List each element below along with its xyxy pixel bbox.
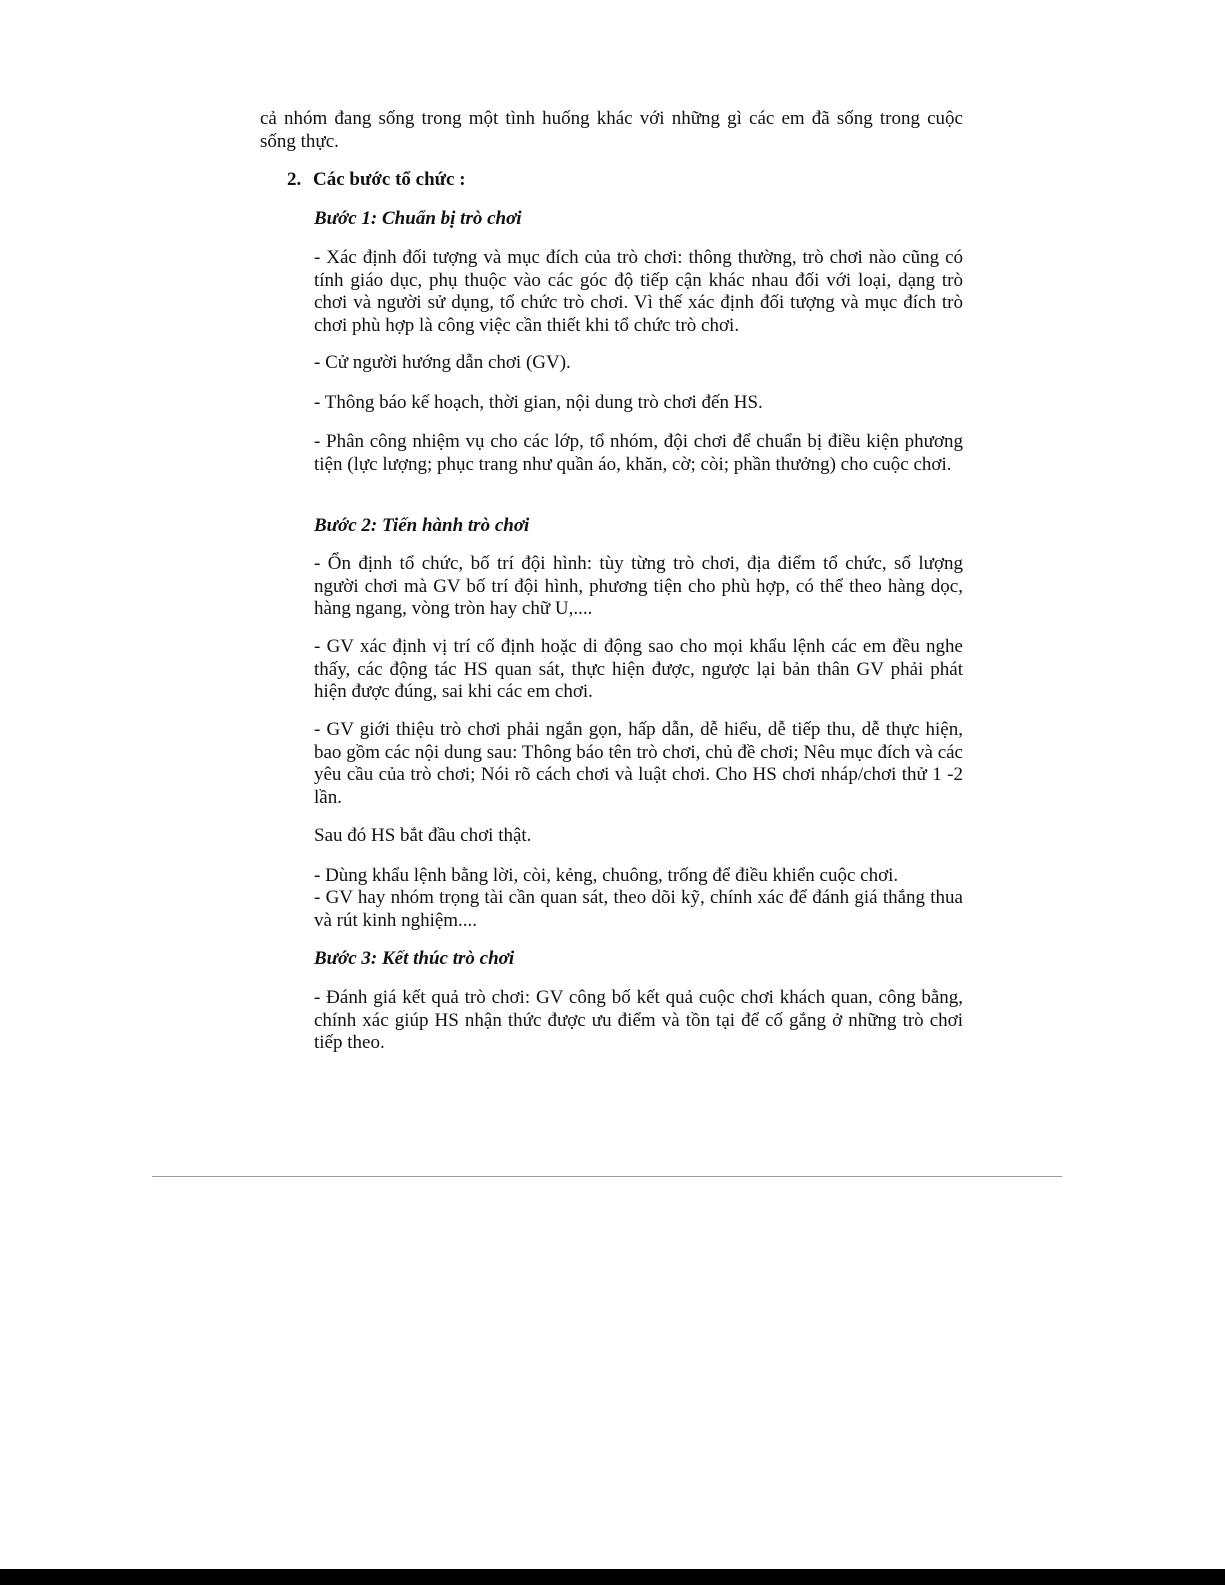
step3-paragraph: - Đánh giá kết quả trò chơi: GV công bố kết quả cuộc chơi khách quan, công bằng, chính xác giúp HS nhận thức được ưu điểm và tồn tại để cố gắng ở những trò chơi tiếp theo. (314, 987, 963, 1053)
step3-heading: Bước 3: Kết thúc trò chơi (314, 948, 515, 969)
step1-paragraph: - Phân công nhiệm vụ cho các lớp, tổ nhóm, đội chơi để chuẩn bị điều kiện phương tiện (lực lượng; phục trang như quần áo, khăn, cờ; còi; phần thưởng) cho cuộc chơi. (314, 431, 963, 475)
step1-paragraph: - Cử người hướng dẫn chơi (GV). (314, 352, 571, 373)
intro-paragraph: cả nhóm đang sống trong một tình huống khác với những gì các em đã sống trong cuộc sống thực. (260, 108, 963, 152)
step2-paragraph: - Ổn định tổ chức, bố trí đội hình: tùy từng trò chơi, địa điểm tổ chức, số lượng người chơi mà GV bố trí đội hình, phương tiện cho phù hợp, có thể theo hàng dọc, hàng ngang, vòng tròn hay chữ U,.... (314, 553, 963, 619)
section-title: Các bước tổ chức : (313, 169, 466, 190)
step2-paragraph: - GV giới thiệu trò chơi phải ngắn gọn, hấp dẫn, dễ hiểu, dễ tiếp thu, dễ thực hiện, bao gồm các nội dung sau: Thông báo tên trò chơi, chủ đề chơi; Nêu mục đích và các yêu cầu của trò chơi; Nói rõ cách chơi và luật chơi. Cho HS chơi nháp/chơi thử 1 -2 lần. (314, 719, 963, 808)
step2-paragraph: - GV hay nhóm trọng tài cần quan sát, theo dõi kỹ, chính xác để đánh giá thắng thua và rút kinh nghiệm.... (314, 887, 963, 931)
section-number: 2. (287, 169, 302, 190)
step2-paragraph: - Dùng khẩu lệnh bằng lời, còi, kẻng, chuông, trống để điều khiển cuộc chơi. (314, 865, 899, 886)
bottom-edge-bar (0, 1569, 1225, 1585)
page-divider (152, 1176, 1062, 1177)
step1-heading: Bước 1: Chuẩn bị trò chơi (314, 208, 522, 229)
step2-paragraph: - GV xác định vị trí cố định hoặc di động sao cho mọi khẩu lệnh các em đều nghe thấy, các động tác HS quan sát, thực hiện được, ngược lại bản thân GV phải phát hiện được đúng, sai khi các em chơi. (314, 636, 963, 702)
step1-paragraph: - Xác định đối tượng và mục đích của trò chơi: thông thường, trò chơi nào cũng có tính giáo dục, phụ thuộc vào các góc độ tiếp cận khác nhau đối với loại, dạng trò chơi và người sử dụng, tổ chức trò chơi. Vì thế xác định đối tượng và mục đích trò chơi phù hợp là công việc cần thiết khi tổ chức trò chơi. (314, 247, 963, 336)
step2-paragraph: Sau đó HS bắt đầu chơi thật. (314, 825, 532, 846)
step1-paragraph: - Thông báo kế hoạch, thời gian, nội dung trò chơi đến HS. (314, 392, 763, 413)
section-heading (287, 168, 466, 191)
step2-heading: Bước 2: Tiến hành trò chơi (314, 515, 530, 536)
